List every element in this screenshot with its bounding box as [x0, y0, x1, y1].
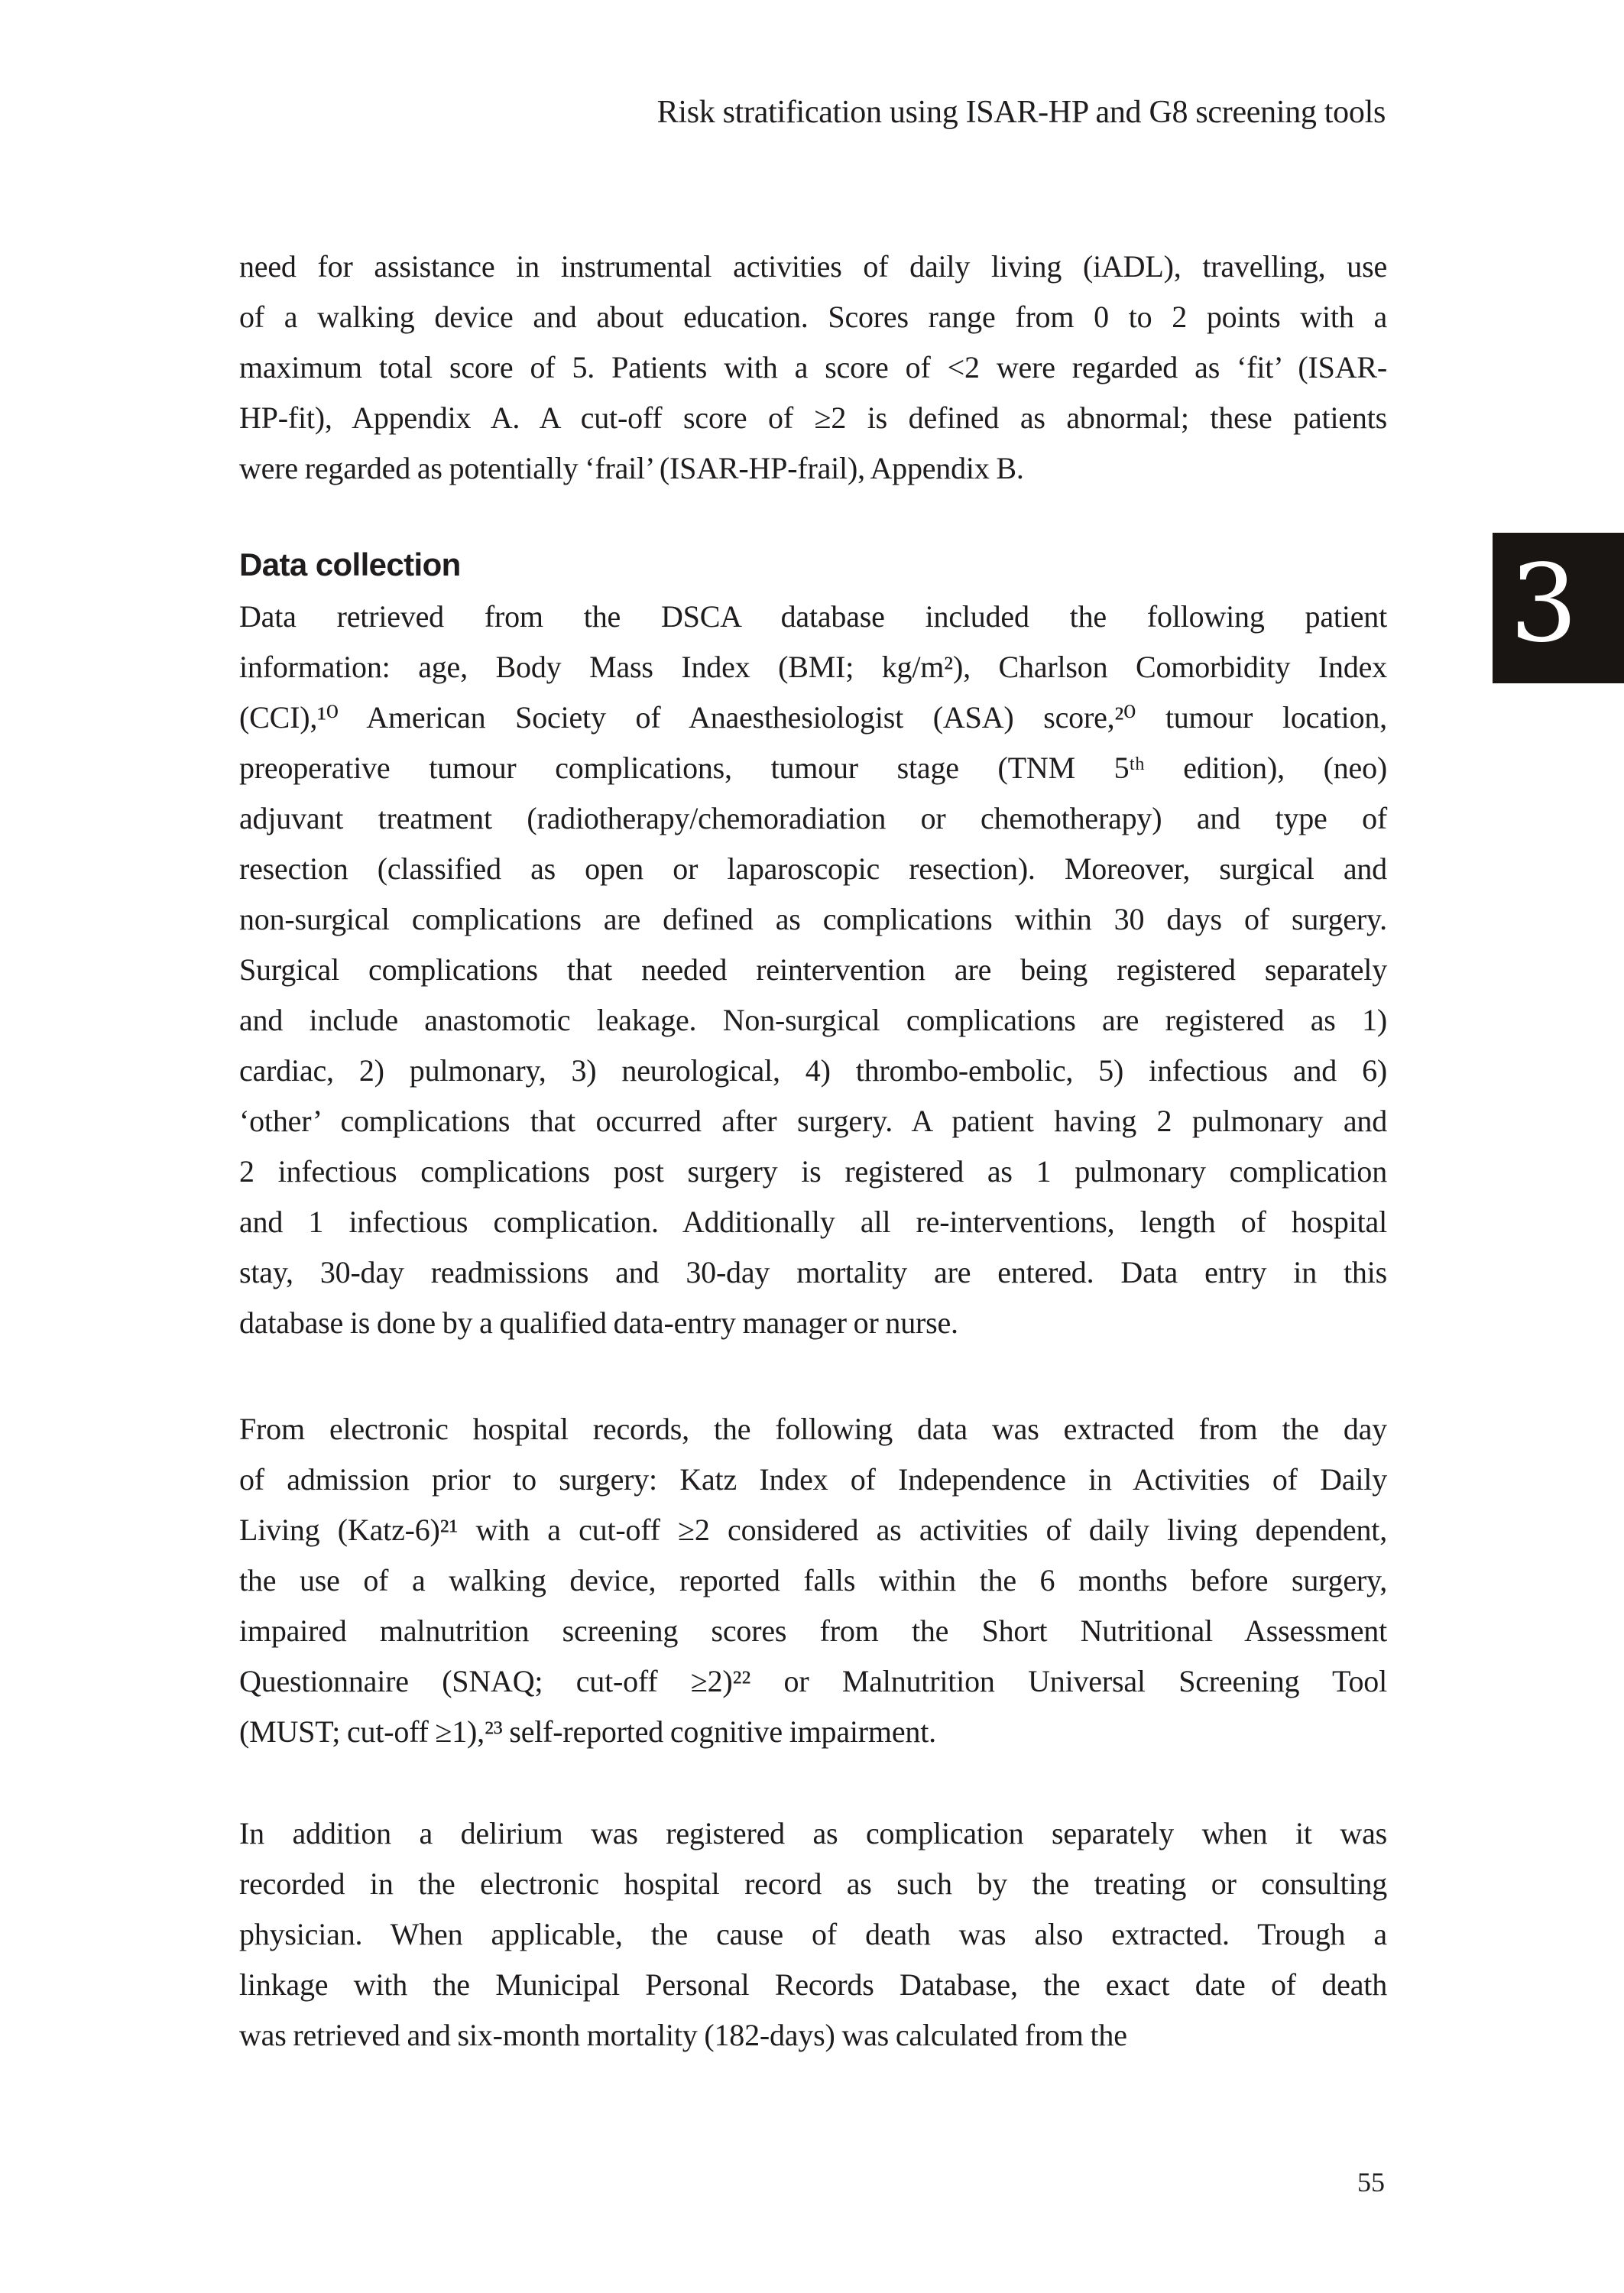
chapter-number: 3	[1509, 541, 1578, 666]
text-line: adjuvant treatment (radiotherapy/chemoradiation or chemotherapy) and type of	[239, 801, 1387, 835]
text-line: resection (classified as open or laparoscopic resection). Moreover, surgical and	[239, 851, 1387, 886]
text-line: ‘other’ complications that occurred after surgery. A patient having 2 pulmonary and	[239, 1104, 1387, 1138]
text-line: (MUST; cut-off ≥1),²³ self-reported cognitive impairment.	[239, 1714, 936, 1749]
hospital-records-paragraph	[239, 1404, 1387, 1757]
text-line: Living (Katz-6)²¹ with a cut-off ≥2 considered as activities of daily living dependent,	[239, 1513, 1387, 1547]
text-line: Data retrieved from the DSCA database included the following patient	[239, 599, 1387, 634]
text-line: In addition a delirium was registered as complication separately when it was	[239, 1816, 1387, 1850]
text-line: Questionnaire (SNAQ; cut-off ≥2)²² or Malnutrition Universal Screening Tool	[239, 1664, 1387, 1698]
text-line: and include anastomotic leakage. Non-surgical complications are registered as 1)	[239, 1003, 1387, 1037]
text-line: (CCI),¹⁰ American Society of Anaesthesiologist (ASA) score,²⁰ tumour location,	[239, 700, 1387, 735]
text-column	[239, 0, 1387, 2061]
intro-paragraph	[239, 242, 1387, 494]
text-line: linkage with the Municipal Personal Records Database, the exact date of death	[239, 1967, 1387, 2002]
text-line: need for assistance in instrumental activities of daily living (iADL), travelling, use	[239, 249, 1387, 284]
text-line: recorded in the electronic hospital record as such by the treating or consulting	[239, 1867, 1387, 1901]
text-line: Surgical complications that needed reintervention are being registered separately	[239, 952, 1387, 987]
text-line: non-surgical complications are defined as complications within 30 days of surgery.	[239, 902, 1387, 936]
text-line: of a walking device and about education. Scores range from 0 to 2 points with a	[239, 300, 1387, 334]
text-line: impaired malnutrition screening scores from the Short Nutritional Assessment	[239, 1614, 1387, 1648]
delirium-paragraph	[239, 1808, 1387, 2061]
text-line: and 1 infectious complication. Additionally all re-interventions, length of hospital	[239, 1205, 1387, 1239]
text-line: information: age, Body Mass Index (BMI; kg/m²), Charlson Comorbidity Index	[239, 650, 1387, 684]
text-line: 2 infectious complications post surgery is registered as 1 pulmonary complication	[239, 1154, 1387, 1189]
section-heading-data-collection: Data collection	[239, 546, 461, 582]
text-line: HP-fit), Appendix A. A cut-off score of ≥2 is defined as abnormal; these patients	[239, 401, 1387, 435]
text-line: physician. When applicable, the cause of death was also extracted. Trough a	[239, 1917, 1387, 1951]
text-line: From electronic hospital records, the following data was extracted from the day	[239, 1412, 1387, 1446]
data-collection-paragraph	[239, 592, 1387, 1348]
text-line: were regarded as potentially ‘frail’ (ISAR-HP-frail), Appendix B.	[239, 451, 1024, 485]
text-line: database is done by a qualified data-entry manager or nurse.	[239, 1305, 958, 1340]
text-line: cardiac, 2) pulmonary, 3) neurological, 4) thrombo-embolic, 5) infectious and 6)	[239, 1053, 1387, 1088]
text-line: preoperative tumour complications, tumour stage (TNM 5ᵗʰ edition), (neo)	[239, 751, 1387, 785]
text-line: maximum total score of 5. Patients with a score of <2 were regarded as ‘fit’ (ISAR-	[239, 350, 1387, 384]
text-line: of admission prior to surgery: Katz Index of Independence in Activities of Daily	[239, 1462, 1387, 1497]
page-number: 55	[1357, 2167, 1385, 2197]
text-line: the use of a walking device, reported falls within the 6 months before surgery,	[239, 1563, 1387, 1597]
chapter-tab	[1493, 533, 1624, 683]
text-line: was retrieved and six-month mortality (182-days) was calculated from the	[239, 2018, 1127, 2052]
running-header: Risk stratification using ISAR-HP and G8 screening tools	[656, 95, 1386, 130]
text-line: stay, 30-day readmissions and 30-day mortality are entered. Data entry in this	[239, 1255, 1387, 1289]
